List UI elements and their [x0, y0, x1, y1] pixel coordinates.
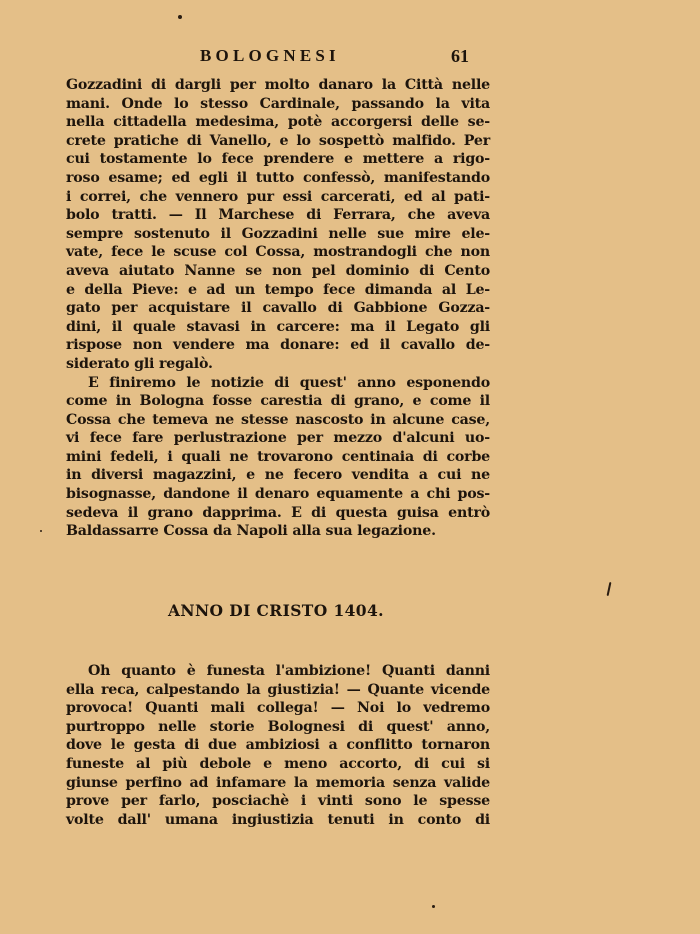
text-line: Cossa che temeva ne stesse nascosto in alcune case, — [66, 411, 490, 428]
body-text-block-2 — [66, 662, 490, 829]
text-line: gato per acquistare il cavallo di Gabbione Gozza- — [66, 300, 490, 317]
text-line: provoca! Quanti mali collega! — Noi lo vedremo — [66, 700, 490, 717]
text-line: E finiremo le notizie di quest' anno esponendo — [88, 374, 490, 391]
text-line: bisognasse, dandone il denaro equamente a chi pos- — [66, 486, 490, 503]
text-line: siderato gli regalò. — [66, 355, 213, 372]
text-line: roso esame; ed egli il tutto confessò, manifestando — [66, 169, 490, 186]
text-line: nella cittadella medesima, potè accorgersi delle se- — [66, 114, 490, 131]
text-line: ella reca, calpestando la giustizia! — Quante vicende — [66, 681, 490, 698]
text-line: crete pratiche di Vanello, e lo sospettò malfido. Per — [66, 132, 490, 149]
ink-speck — [40, 530, 42, 532]
section-heading: ANNO DI CRISTO 1404. — [168, 601, 384, 620]
text-line: aveva aiutato Nanne se non pel dominio di Cento — [66, 262, 490, 279]
page-number: 61 — [451, 46, 469, 66]
text-line: mini fedeli, i quali ne trovarono centinaia di corbe — [66, 448, 490, 465]
text-line: Gozzadini di dargli per molto danaro la Città nelle — [66, 77, 490, 93]
text-line: cui tostamente lo fece prendere e mettere a rigo- — [66, 151, 490, 168]
text-line: mani. Onde lo stesso Cardinale, passando la vita — [66, 95, 490, 112]
body-text-block-1 — [66, 76, 490, 541]
ink-mark — [607, 582, 612, 596]
text-line: Oh quanto è funesta l'ambizione! Quanti danni — [88, 663, 490, 679]
text-line: giunse perfino ad infamare la memoria senza valide — [66, 774, 490, 791]
text-line: e della Pieve: e ad un tempo fece dimanda al Le- — [66, 281, 490, 298]
text-line: come in Bologna fosse carestia di grano, e come il — [66, 393, 490, 410]
ink-speck — [178, 15, 182, 19]
text-line: dove le gesta di due ambiziosi a conflitto tornaron — [66, 737, 490, 754]
text-line: vi fece fare perlustrazione per mezzo d'alcuni uo- — [66, 430, 490, 447]
running-title: BOLOGNESI — [200, 46, 340, 65]
text-line: purtroppo nelle storie Bolognesi di quest' anno, — [66, 718, 490, 735]
text-line: Baldassarre Cossa da Napoli alla sua legazione. — [66, 523, 436, 540]
text-line: volte dall' umana ingiustizia tenuti in conto di — [66, 811, 490, 828]
text-line: vate, fece le scuse col Cossa, mostrandogli che non — [66, 244, 490, 261]
ink-speck — [432, 905, 435, 908]
text-line: in diversi magazzini, e ne fecero vendita a cui ne — [66, 467, 490, 484]
text-line: i correi, che vennero pur essi carcerati, ed al pati- — [66, 188, 490, 205]
text-line: prove per farlo, posciachè i vinti sono le spesse — [66, 793, 490, 810]
text-line: sedeva il grano dapprima. E di questa guisa entrò — [66, 504, 490, 521]
text-line: funeste al più debole e meno accorto, di cui si — [66, 755, 490, 772]
text-line: bolo tratti. — Il Marchese di Ferrara, che aveva — [66, 207, 490, 224]
text-line: rispose non vendere ma donare: ed il cavallo de- — [66, 337, 490, 354]
text-line: sempre sostenuto il Gozzadini nelle sue mire ele- — [66, 225, 490, 242]
text-line: dini, il quale stavasi in carcere: ma il Legato gli — [66, 318, 490, 335]
